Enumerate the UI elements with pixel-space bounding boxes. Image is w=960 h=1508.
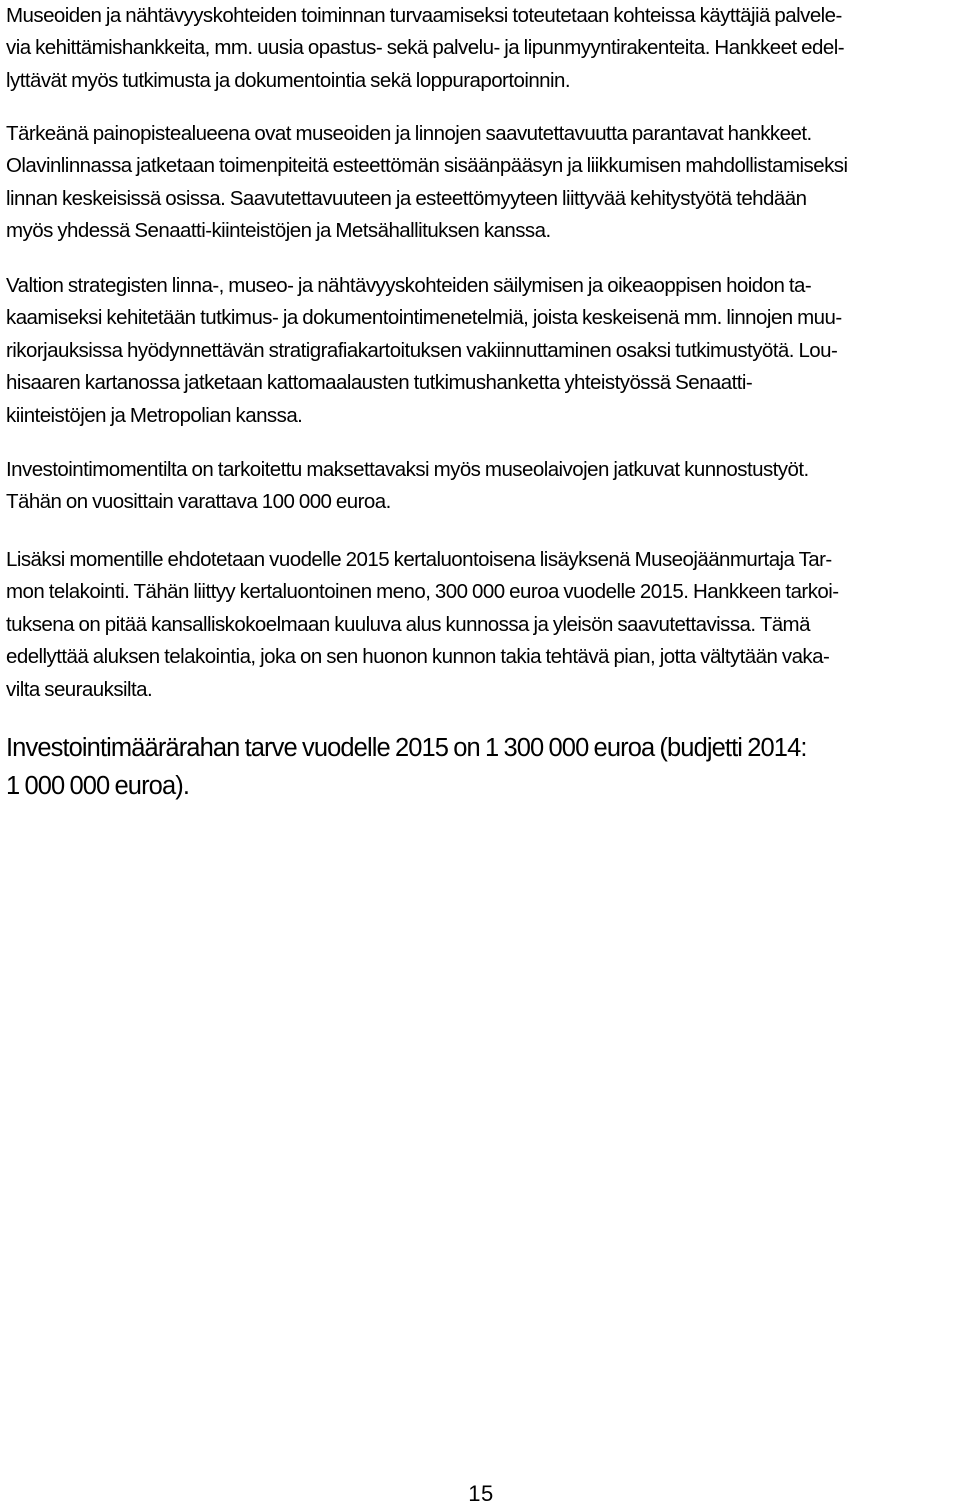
text-line: Lisäksi momentille ehdotetaan vuodelle 2015 kertaluontoisena lisäyksenä Museojäänmurtaja Tar-	[6, 548, 832, 571]
paragraph-service-development	[6, 0, 936, 97]
paragraph-appropriation-need	[6, 729, 936, 805]
paragraph-icebreaker-tarmo	[6, 544, 936, 706]
paragraph-accessibility	[6, 118, 936, 248]
text-line: Olavinlinnassa jatketaan toimenpiteitä esteettömän sisäänpääsyn ja liikkumisen mahdollistamiseksi	[6, 154, 848, 178]
text-line: tuksena on pitää kansalliskokoelmaan kuuluva alus kunnossa ja yleisön saavutettavissa. Tämä	[6, 612, 810, 636]
text-line: Tähän on vuosittain varattava 100 000 euroa.	[6, 490, 391, 514]
text-line: Tärkeänä painopistealueena ovat museoiden ja linnojen saavutettavuutta parantavat hankkeet.	[6, 122, 812, 145]
text-line: vilta seurauksilta.	[6, 677, 153, 701]
text-line: edellyttää aluksen telakointia, joka on sen huonon kunnon takia tehtävä pian, jotta vältytään vaka-	[6, 645, 830, 669]
text-line: Investointimomentilta on tarkoitettu maksettavaksi myös museolaivojen jatkuvat kunnostustyöt.	[6, 458, 809, 481]
text-line: myös yhdessä Senaatti-kiinteistöjen ja Metsähallituksen kanssa.	[6, 219, 551, 243]
text-line: mon telakointi. Tähän liittyy kertaluontoinen meno, 300 000 euroa vuodelle 2015. Hankkeen tarkoi-	[6, 580, 839, 604]
text-line: hisaaren kartanossa jatketaan kattomaalausten tutkimushanketta yhteistyössä Senaatti-	[6, 371, 753, 395]
text-line: lyttävät myös tutkimusta ja dokumentointia sekä loppuraportoinnin.	[6, 68, 571, 92]
text-line: 1 000 000 euroa).	[6, 772, 190, 800]
paragraph-museum-ships	[6, 454, 936, 519]
page-number	[0, 1481, 960, 1507]
text-line: kaamiseksi kehitetään tutkimus- ja dokumentointimenetelmiä, joista keskeisenä mm. linnojen muu-	[6, 306, 842, 330]
text-line: Museoiden ja nähtävyyskohteiden toiminnan turvaamiseksi toteutetaan kohteissa käyttäjiä palvele-	[6, 4, 842, 27]
text-line: kiinteistöjen ja Metropolian kanssa.	[6, 403, 303, 427]
paragraph-research-methods	[6, 270, 936, 432]
text-line: via kehittämishankkeita, mm. uusia opastus- sekä palvelu- ja lipunmyyntirakenteita. Hankkeet edel-	[6, 36, 844, 60]
text-line: linnan keskeisissä osissa. Saavutettavuuteen ja esteettömyyteen liittyvää kehitystyötä tehdään	[6, 186, 807, 210]
text-line: Investointimäärärahan tarve vuodelle 2015 on 1 300 000 euroa (budjetti 2014:	[6, 734, 807, 762]
page-number-text: 15	[468, 1481, 494, 1506]
text-line: rikorjauksissa hyödynnettävän stratigrafiakartoituksen vakiinnuttaminen osaksi tutkimustyötä. Lou-	[6, 338, 838, 362]
text-line: Valtion strategisten linna-, museo- ja nähtävyyskohteiden säilymisen ja oikeaoppisen hoidon ta-	[6, 274, 812, 297]
